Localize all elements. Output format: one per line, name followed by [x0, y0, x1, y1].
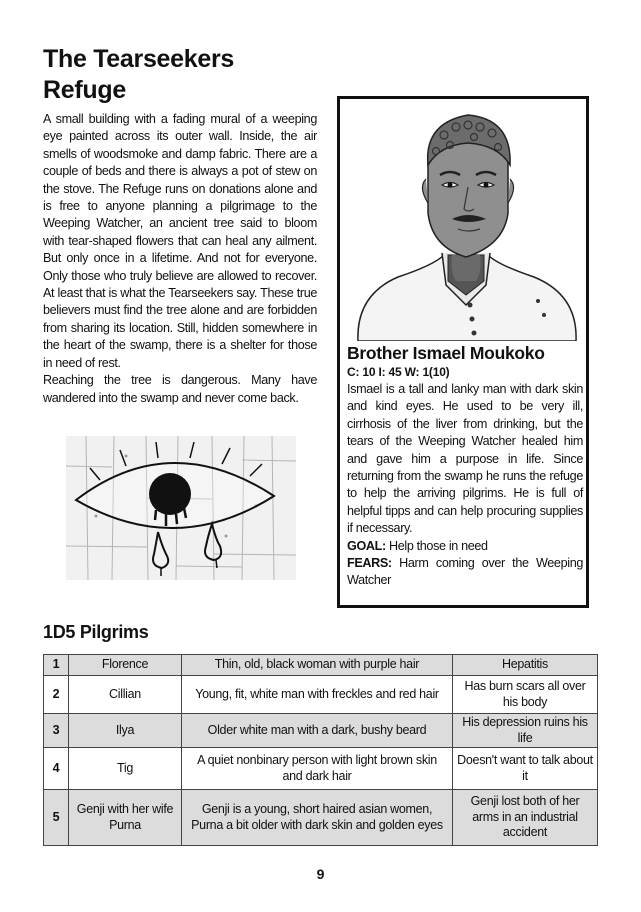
- pilgrim-description: Young, fit, white man with freckles and red hair: [182, 676, 453, 714]
- row-number: 3: [44, 714, 69, 748]
- row-number: 2: [44, 676, 69, 714]
- pilgrim-name: Florence: [69, 655, 182, 676]
- location-description: [43, 111, 317, 407]
- pilgrim-description: Genji is a young, short haired asian women, Purna a bit older with dark skin and golden eyes: [182, 790, 453, 846]
- location-title: [43, 44, 323, 106]
- table-row: [44, 655, 598, 676]
- npc-bio: Ismael is a tall and lanky man with dark skin and kind eyes. He used to be very ill, cirrhosis of the liver from drinking, but the tears of the Weeping Watcher healed him and gave him a purpose in life. Since returning from the swamp he runs the refuge to help the arriving pilgrims. He is full of helpful tipps and can help procuring supplies if necessary.: [347, 382, 583, 536]
- pilgrim-name: Cillian: [69, 676, 182, 714]
- description-paragraph: A small building with a fading mural of a weeping eye painted across its outer wall. Inside, the air smells of woodsmoke and damp fabric. There are a couple of beds and there is always a pot of stew on the stove. The Refuge runs on donations alone and is free to anyone planning a pilgrimage to the Weeping Watcher, an ancient tree said to bloom with tear-shaped flowers that can heal any ailment. But only once in a lifetime. And not for everyone. Only those who truly believe are allowed to recover. At least that is what the Tearseekers say. These true believers must find the tree alone and are forbidden from sharing its location. Still, hidden somewhere in the heart of the swamp, there is a shelter for those in need of rest.: [43, 112, 317, 370]
- npc-card: [337, 96, 589, 608]
- location-title-line2: Refuge: [43, 76, 126, 104]
- location-title-line1: The Tearseekers: [43, 45, 234, 73]
- page-number: 9: [316, 866, 325, 882]
- npc-name: Brother Ismael Moukoko: [347, 343, 545, 363]
- table-row: [44, 676, 598, 714]
- row-number: 5: [44, 790, 69, 846]
- goal-label: GOAL:: [347, 538, 386, 553]
- row-number: 4: [44, 748, 69, 790]
- fears-text: Harm coming over the Weeping Watcher: [347, 556, 584, 588]
- table-row: [44, 790, 598, 846]
- pilgrim-description: Thin, old, black woman with purple hair: [182, 655, 453, 676]
- pilgrim-name: Tig: [69, 748, 182, 790]
- row-number: 1: [44, 655, 69, 676]
- npc-stats: C: 10 I: 45 W: 1(10): [347, 365, 450, 379]
- pilgrim-name: Genji with her wife Purna: [69, 790, 182, 846]
- fears-label: FEARS:: [347, 556, 392, 571]
- table-row: [44, 714, 598, 748]
- npc-description: [347, 381, 583, 590]
- npc-fears: [347, 555, 583, 590]
- pilgrim-affliction: Genji lost both of her arms in an industrial accident: [453, 790, 598, 846]
- pilgrim-affliction: Has burn scars all over his body: [453, 676, 598, 714]
- goal-text: Help those in need: [388, 538, 488, 553]
- pilgrim-name: Ilya: [69, 714, 182, 748]
- npc-portrait-illustration: [348, 105, 584, 341]
- pilgrim-affliction: Hepatitis: [453, 655, 598, 676]
- pilgrims-table-title: 1D5 Pilgrims: [43, 622, 149, 642]
- weeping-eye-illustration: [66, 436, 296, 580]
- pilgrim-description: A quiet nonbinary person with light brown skin and dark hair: [182, 748, 453, 790]
- pilgrim-affliction: Doesn't want to talk about it: [453, 748, 598, 790]
- table-row: [44, 748, 598, 790]
- description-paragraph: Reaching the tree is dangerous. Many have wandered into the swamp and never come back.: [43, 373, 317, 405]
- pilgrim-affliction: His depression ruins his life: [453, 714, 598, 748]
- pilgrims-table: [43, 654, 598, 846]
- pilgrim-description: Older white man with a dark, bushy beard: [182, 714, 453, 748]
- npc-goal: [347, 538, 583, 555]
